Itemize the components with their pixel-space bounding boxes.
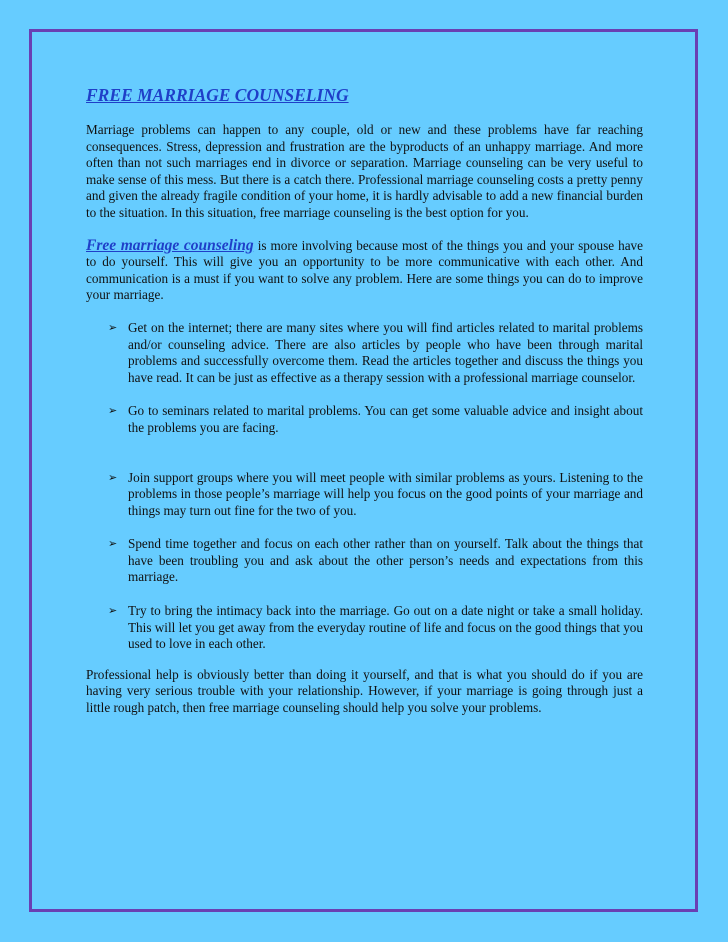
arrowhead-bullet-icon: ➢ (108, 405, 118, 418)
list-item-text: Try to bring the intimacy back into the marriage. Go out on a date night or take a small holiday. This will let you get away from the everyday routine of life and focus on the good things that you used to love in each other. (128, 603, 643, 652)
intro-paragraph: Marriage problems can happen to any couple, old or new and these problems have far reaching consequences. Stress, depression and frustration are the byproducts of an unhappy marriage. And more often than not such marriages end in divorce or separation. Marriage counseling can be very useful to make sense of this mess. But there is a catch there. Professional marriage counseling costs a pretty penny and given the already fragile condition of your home, it is hardly advisable to add a new financial burden to the situation. In this situation, free marriage counseling is the best option for you. (86, 122, 643, 220)
list-item (86, 470, 643, 520)
highlight-link-text[interactable]: Free marriage counseling (86, 236, 254, 254)
list-item (86, 536, 643, 586)
document-body (86, 84, 643, 733)
tips-list (86, 320, 643, 653)
conclusion-paragraph: Professional help is obviously better than doing it yourself, and that is what you should do if you are having very serious trouble with your relationship. However, if your marriage is going through just a little rough patch, then free marriage counseling should help you solve your problems. (86, 666, 643, 716)
arrowhead-bullet-icon: ➢ (108, 605, 118, 618)
list-item-text: Get on the internet; there are many sites where you will find articles related to marital problems and/or counseling advice. There are also articles by people who have been through marital problems and successfully overcome them. Read the articles together and discuss the things you have read. It can be just as effective as a therapy session with a professional marriage counselor. (128, 319, 643, 385)
list-item (86, 320, 643, 386)
list-item (86, 603, 643, 653)
second-paragraph (86, 238, 643, 304)
arrowhead-bullet-icon: ➢ (108, 321, 118, 334)
list-item-text: Go to seminars related to marital problems. You can get some valuable advice and insight about the problems you are facing. (128, 403, 643, 435)
list-item-text: Spend time together and focus on each other rather than on yourself. Talk about the things that have been troubling you and ask about the other person’s needs and expectations from this marriage. (128, 536, 643, 585)
page-title: FREE MARRIAGE COUNSELING (86, 85, 349, 105)
list-item (86, 403, 643, 436)
list-item-text: Join support groups where you will meet people with similar problems as yours. Listening to the problems in those people’s marriage will help you focus on the good points of your marriage and things may turn out fine for the two of you. (128, 469, 643, 518)
arrowhead-bullet-icon: ➢ (108, 471, 118, 484)
second-paragraph-text: is more involving because most of the things you and your spouse have to do yourself. This will give you an opportunity to be more communicative with each other. And communication is a must if you want to solve any problem. Here are some things you can do to improve your marriage. (86, 237, 644, 303)
arrowhead-bullet-icon: ➢ (108, 538, 118, 551)
